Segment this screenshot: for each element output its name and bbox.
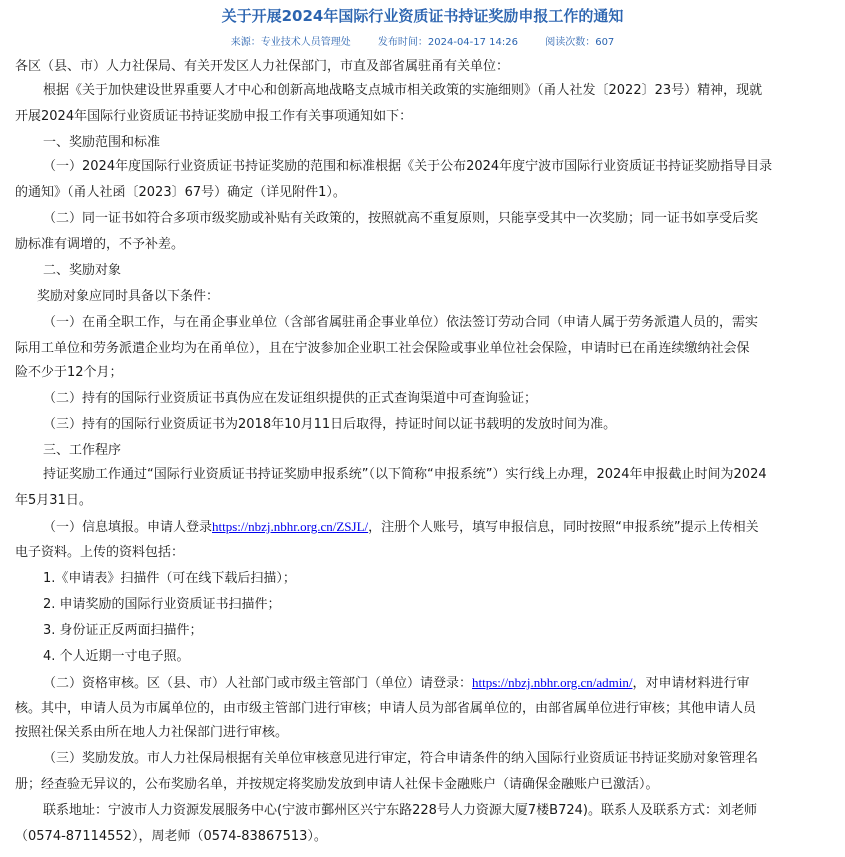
paragraph-line: 际用工单位和劳务派遣企业均为在甬单位），且在宁波参加企业职工社会保险或事业单位社会保险，申请时已在甬连续缴纳社会保	[15, 341, 750, 356]
paragraph-line: 按照社保关系由所在地人力社保部门进行审核。	[15, 725, 289, 740]
paragraph-text: （一）信息填报。申请人登录	[43, 520, 213, 535]
list-item: 2. 申请奖励的国际行业资质证书扫描件；	[43, 597, 281, 612]
paragraph-line: 册；经查验无异议的，公布奖励名单，并按规定将奖励发放到申请人社保卡金融账户（请确保金融账户已激活）。	[15, 777, 659, 792]
paragraph-line: 电子资料。上传的资料包括：	[15, 545, 185, 560]
paragraph-line: （一）在甬全职工作，与在甬企事业单位（含部省属驻甬企事业单位）依法签订劳动合同（申请人属于劳务派遣人员的，需实	[43, 315, 759, 330]
paragraph-line: （二）同一证书如符合多项市级奖励或补贴有关政策的，按照就高不重复原则，只能享受其中一次奖励；同一证书如享受后奖	[43, 211, 759, 226]
paragraph-line: （三）持有的国际行业资质证书为2018年10月11日后取得，持证时间以证书载明的发放时间为准。	[43, 417, 617, 432]
paragraph-line: 奖励对象应同时具备以下条件：	[37, 289, 220, 304]
paragraph-line: 持证奖励工作通过“国际行业资质证书持证奖励申报系统”（以下简称“申报系统”）实行线上办理，2024年申报截止时间为2024	[43, 467, 767, 482]
list-item: 4. 个人近期一寸电子照。	[43, 649, 190, 664]
section-heading: 二、奖励对象	[43, 263, 122, 278]
contact-line: 联系地址：宁波市人力资源发展服务中心(宁波市鄞州区兴宁东路228号人力资源大厦7楼B724)。联系人及联系方式：刘老师	[43, 803, 757, 818]
admin-link[interactable]: https://nbzj.nbhr.org.cn/admin/	[472, 675, 633, 690]
meta-views: 阅读次数：607	[545, 37, 615, 48]
paragraph-line: 励标准有调增的，不予补差。	[15, 237, 185, 252]
list-item: 1.《申请表》扫描件（可在线下载后扫描）；	[43, 571, 296, 586]
paragraph-line: （三）奖励发放。市人力社保局根据有关单位审核意见进行审定，符合申请条件的纳入国际行业资质证书持证奖励对象管理名	[43, 751, 759, 766]
contact-line: （0574-87114552），周老师（0574-83867513）。	[15, 829, 327, 844]
paragraph-line	[43, 518, 845, 537]
salutation: 各区（县、市）人力社保局、有关开发区人力社保部门，市直及部省属驻甬有关单位：	[15, 59, 510, 74]
paragraph-text: （二）资格审核。区（县、市）人社部门或市级主管部门（单位）请登录：	[43, 676, 473, 691]
meta-source: 来源：专业技术人员管理处	[230, 37, 351, 48]
article-meta	[0, 36, 845, 50]
paragraph-line: （二）持有的国际行业资质证书真伪应在发证组织提供的正式查询渠道中可查询验证；	[43, 391, 538, 406]
paragraph-line: 开展2024年国际行业资质证书持证奖励申报工作有关事项通知如下：	[15, 109, 413, 124]
section-heading: 三、工作程序	[43, 443, 122, 458]
paragraph-line: 年5月31日。	[15, 493, 92, 508]
register-link[interactable]: https://nbzj.nbhr.org.cn/ZSJL/	[212, 519, 369, 534]
section-heading: 一、奖励范围和标准	[43, 135, 161, 150]
page-title: 关于开展2024年国际行业资质证书持证奖励申报工作的通知	[221, 7, 624, 25]
paragraph-text: ，注册个人账号，填写申报信息，同时按照“申报系统”提示上传相关	[368, 520, 759, 535]
paragraph-line: （一）2024年度国际行业资质证书持证奖励的范围和标准根据《关于公布2024年度宁波市国际行业资质证书持证奖励指导目录	[43, 159, 773, 174]
paragraph-line: 险不少于12个月；	[15, 365, 123, 380]
paragraph-text: ，对申请材料进行审	[632, 676, 750, 691]
paragraph-line: 的通知》（甬人社函〔2023〕67号）确定（详见附件1）。	[15, 185, 346, 200]
paragraph-line: 核。其中，申请人员为市属单位的，由市级主管部门进行审核；申请人员为部省属单位的，由部省属单位进行审核；其他申请人员	[15, 701, 757, 716]
meta-published: 发布时间：2024-04-17 14:26	[377, 37, 519, 48]
paragraph-line	[43, 674, 845, 693]
list-item: 3. 身份证正反两面扫描件；	[43, 623, 203, 638]
paragraph-line: 根据《关于加快建设世界重要人才中心和创新高地战略支点城市相关政策的实施细则》（甬人社发〔2022〕23号）精神，现就	[43, 83, 763, 98]
